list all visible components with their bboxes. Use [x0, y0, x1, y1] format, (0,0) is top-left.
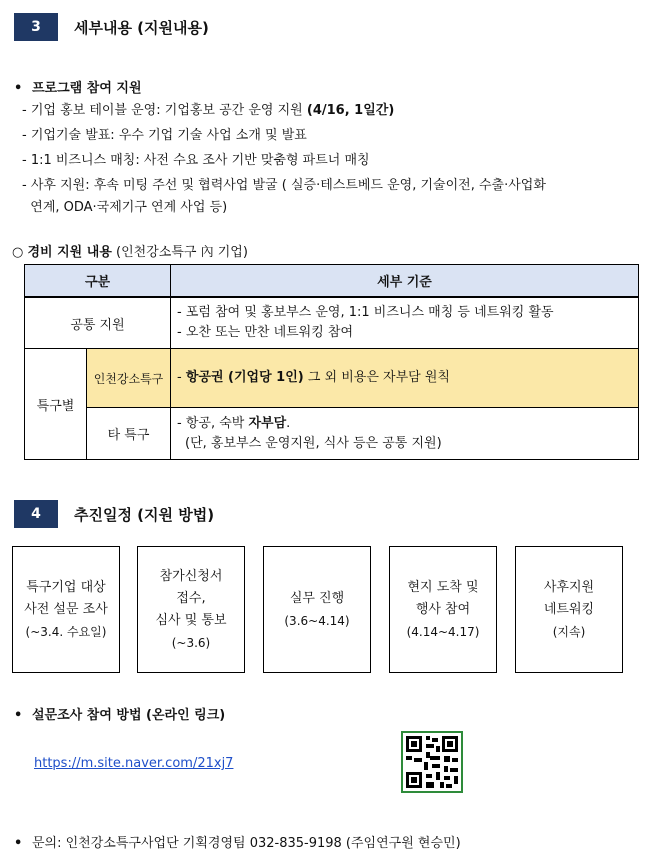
incheon-label: 인천강소특구: [87, 349, 171, 408]
schedule-step-2: 참가신청서 접수, 심사 및 통보 (~3.6): [137, 546, 245, 673]
program-line-5: 연계, ODA·국제기구 연계 사업 등): [22, 200, 228, 215]
section-4-number: 4: [14, 500, 58, 528]
program-line-2: - 기업기술 발표: 우수 기업 기술 사업 소개 및 발표: [22, 128, 307, 143]
schedule-step-1: 특구기업 대상 사전 설문 조사 (~3.4. 수요일): [12, 546, 120, 673]
program-heading: • 프로그램 참여 지원: [14, 81, 142, 96]
table-header-row: [25, 265, 639, 298]
table-row: [25, 408, 639, 460]
table-row: [25, 349, 639, 408]
common-details: - 포럼 참여 및 홍보부스 운영, 1:1 비즈니스 매칭 등 네트워킹 활동 - 오찬 또는 만찬 네트워킹 참여: [171, 297, 639, 349]
bullet-icon: •: [14, 836, 23, 851]
section-3-number: 3: [14, 13, 58, 41]
schedule-step-3: 실무 진행 (3.6~4.14): [263, 546, 371, 673]
incheon-details: - 항공권 (기업당 1인) 그 외 비용은 자부담 원칙: [171, 349, 639, 408]
common-label: 공통 지원: [25, 297, 171, 349]
program-line-4: - 사후 지원: 후속 미팅 주선 및 협력사업 발굴 ( 실증·테스트베드 운영, 기술이전, 수출·사업화: [22, 178, 546, 193]
zone-label: 특구별: [25, 349, 87, 460]
program-line-1: - 기업 홍보 테이블 운영: 기업홍보 공간 운영 지원 (4/16, 1일간): [22, 103, 395, 118]
program-line-3: - 1:1 비즈니스 매칭: 사전 수요 조사 기반 맞춤형 파트너 매칭: [22, 153, 370, 168]
table-header-category: 구분: [25, 265, 171, 298]
other-label: 타 특구: [87, 408, 171, 460]
expense-heading: ○ 경비 지원 내용 (인천강소특구 內 기업): [12, 245, 248, 260]
survey-heading: • 설문조사 참여 방법 (온라인 링크): [14, 708, 226, 723]
schedule-step-4: 현지 도착 및 행사 참여 (4.14~4.17): [389, 546, 497, 673]
expense-table: [24, 264, 639, 460]
table-row: [25, 297, 639, 349]
bullet-icon: •: [14, 81, 23, 96]
qr-code-icon: [400, 730, 464, 794]
table-header-detail: 세부 기준: [171, 265, 639, 298]
schedule-step-5: 사후지원 네트워킹 (지속): [515, 546, 623, 673]
section-3-title: 세부내용 (지원내용): [74, 19, 209, 37]
section-4-title: 추진일정 (지원 방법): [74, 506, 215, 524]
contact-info: • 문의: 인천강소특구사업단 기획경영팀 032-835-9198 (주임연구원 현승민): [14, 836, 461, 851]
survey-link[interactable]: https://m.site.naver.com/21xj7: [34, 756, 234, 771]
bullet-icon: •: [14, 708, 23, 723]
circle-marker-icon: ○: [12, 245, 24, 260]
other-details: - 항공, 숙박 자부담. (단, 홍보부스 운영지원, 식사 등은 공통 지원): [171, 408, 639, 460]
